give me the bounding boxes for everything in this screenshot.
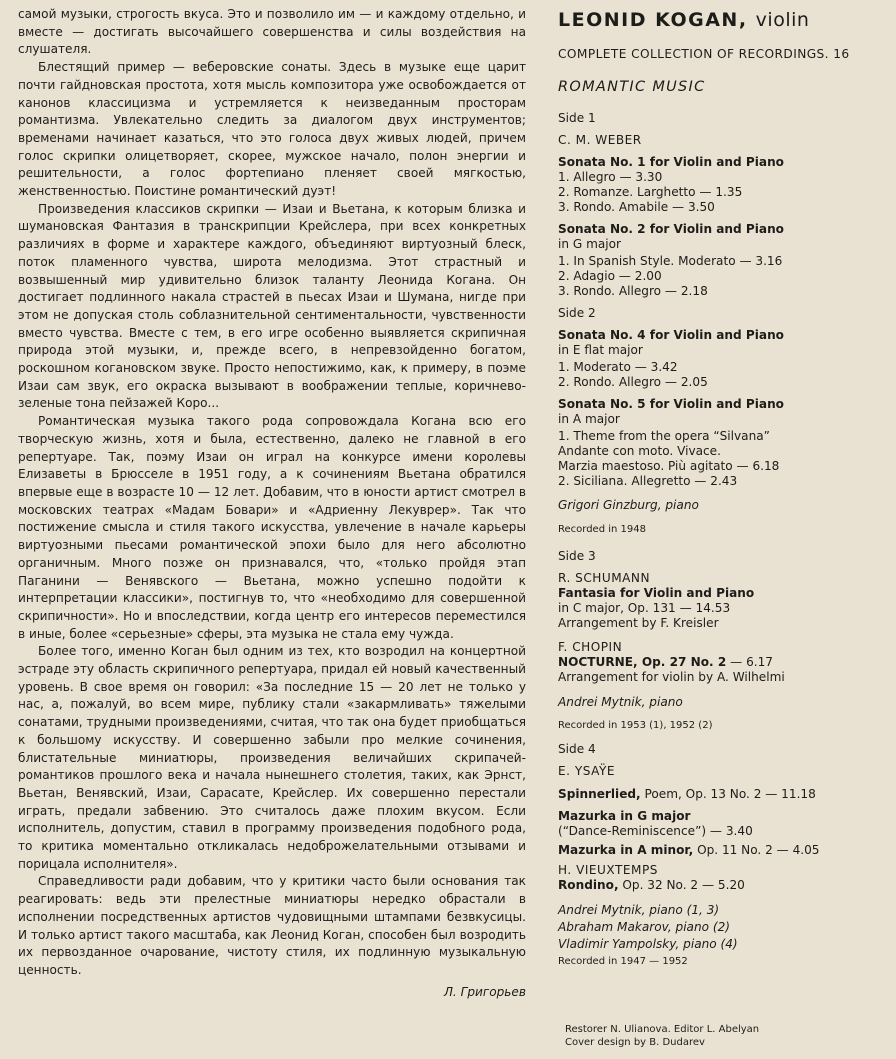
work-detail: Arrangement for violin by A. Wilhelmi — [558, 670, 785, 684]
work-key: in G major — [558, 237, 622, 251]
work-title-text: Spinnerlied, — [558, 787, 641, 801]
recording-date: Recorded in 1948 — [558, 524, 646, 535]
essay-column — [18, 6, 526, 1001]
artist-heading — [558, 8, 890, 32]
work-duration: — 6.17 — [726, 655, 773, 669]
movement: Andante con moto. Vivace. — [558, 444, 721, 458]
work-title: Sonata No. 4 for Violin and Piano — [558, 328, 784, 342]
work-title — [558, 843, 890, 858]
work-title: Mazurka in G major — [558, 809, 691, 823]
recording-date: Recorded in 1953 (1), 1952 (2) — [558, 720, 713, 731]
movement: 3. Rondo. Amabile — 3.50 — [558, 200, 715, 214]
work-detail: (“Dance-Reminiscence”) — 3.40 — [558, 824, 753, 838]
performer: Grigori Ginzburg, piano — [558, 498, 699, 512]
side-2-label: Side 2 — [558, 306, 596, 320]
program-title: ROMANTIC MUSIC — [558, 79, 706, 95]
composer-ysaye: E. YSAŸE — [558, 764, 615, 778]
work-title-text: NOCTURNE, Op. 27 No. 2 — [558, 655, 727, 669]
work-title — [558, 787, 890, 802]
credits — [565, 1024, 759, 1049]
essay-signature: Л. Григорьев — [443, 984, 526, 999]
side-4-label: Side 4 — [558, 742, 596, 756]
composer-schumann: R. SCHUMANN — [558, 571, 651, 585]
work-detail: Poem, Op. 13 No. 2 — 11.18 — [640, 787, 816, 801]
movement: 1. Theme from the opera “Silvana” — [558, 429, 770, 443]
essay-paragraph: Блестящий пример — веберовские сонаты. Здесь в музыке еще царит почти гайдновская простота, хотя мысль композитора уже освобождается от канонов классицизма и устремляется к неизведанным просторам романтизма. Увлекательно следить за диалогом двух инструментов; временами начинает казаться, что это голоса двух живых людей, причем голос скрипки олицетворяет, скорее, мужское начало, полон энергии и решительности, а голос фортепиано пленяет своей мягкостью, женственностью. Поистине романтический дуэт! — [18, 60, 526, 199]
work-title — [558, 878, 890, 893]
work-title: Sonata No. 5 for Violin and Piano — [558, 397, 784, 411]
composer-weber: C. M. WEBER — [558, 133, 642, 147]
performer: Vladimir Yampolsky, piano (4) — [558, 937, 738, 951]
composer-vieuxtemps: H. VIEUXTEMPS — [558, 863, 658, 877]
movement: 2. Adagio — 2.00 — [558, 269, 662, 283]
credits-line: Cover design by B. Dudarev — [565, 1036, 705, 1048]
essay-paragraph: самой музыки, строгость вкуса. Это и позволило им — и каждому отдельно, и вместе — достигать высочайшего совершенства и силы воздействия на слушателя. — [18, 7, 526, 57]
work-title — [558, 655, 890, 670]
side-3-label: Side 3 — [558, 549, 596, 563]
work-title: Sonata No. 1 for Violin and Piano — [558, 155, 784, 169]
movement: 1. Moderato — 3.42 — [558, 360, 678, 374]
movement: 1. In Spanish Style. Moderato — 3.16 — [558, 254, 783, 268]
essay-paragraph: Справедливости ради добавим, что у критики часто были основания так реагировать: ведь эти прелестные миниатюры нередко обрастали в исполнении посредственных артистов чудовищными штампами безвкусицы. И только артист такого масштаба, как Леонид Коган, способен был возродить их первозданное очарование, чистоту стиля, их подлинную музыкальную ценность. — [18, 874, 526, 977]
movement: 2. Rondo. Allegro — 2.05 — [558, 375, 708, 389]
artist-instrument: violin — [755, 9, 810, 31]
work-title-text: Mazurka in A minor, — [558, 843, 694, 857]
work-title-text: Rondino, — [558, 878, 619, 892]
essay-paragraph: Романтическая музыка такого рода сопровождала Когана всю его творческую жизнь, хотя и была, естественно, далеко не главной в его репертуаре. Так, поэму Изаи он играл на конкурсе имени королевы Елизаветы в Брюсселе в 1951 году, а к сочинениям Вьетана обратился впервые еще в возрасте 10 — 12 лет. Добавим, что в юности артист смотрел в московских театрах «Мадам Бовари» и «Адриенну Лекуврер». Так что постижение смысла и стиля такого искусства, увлечение в начале карьеры виртуозными пьесами романтической эпохи было для него абсолютно органичным. Много позже он признавался, что, «только пройдя этап Паганини — Венявского — Вьетана, можно успешно подойти к интерпретации классики», постигнув то, что «необходимо для совершенной скрипичности». Но и впоследствии, когда центр его интересов переместился в иные, более «серьезные» сферы, эта музыка не стала ему чужда. — [18, 414, 526, 641]
tracklist-column — [558, 8, 890, 968]
composer-chopin: F. CHOPIN — [558, 640, 623, 654]
movement: 2. Romanze. Larghetto — 1.35 — [558, 185, 743, 199]
performer: Abraham Makarov, piano (2) — [558, 920, 731, 934]
work-detail: Arrangement by F. Kreisler — [558, 616, 719, 630]
work-title: Sonata No. 2 for Violin and Piano — [558, 222, 784, 236]
side-1-label: Side 1 — [558, 111, 596, 125]
credits-line: Restorer N. Ulianova. Editor L. Abelyan — [565, 1024, 760, 1035]
movement: 3. Rondo. Allegro — 2.18 — [558, 284, 708, 298]
movement: 2. Siciliana. Allegretto — 2.43 — [558, 474, 738, 488]
work-detail: Op. 11 No. 2 — 4.05 — [693, 843, 820, 857]
collection-title: COMPLETE COLLECTION OF RECORDINGS. 16 — [558, 47, 850, 61]
recording-date: Recorded in 1947 — 1952 — [558, 956, 688, 967]
artist-name: LEONID KOGAN, — [558, 9, 748, 31]
essay-paragraph: Более того, именно Коган был одним из тех, кто возродил на концертной эстраде эту область скрипичного репертуара, придал ей новый качественный уровень. В свое время он говорил: «За последние 15 — 20 лет не только у нас, а, пожалуй, во всем мире, публику стали «закармливать» тяжелыми сонатами, трудными произведениями, считая, что так она будет приобщаться к большому искусству. И совершенно забыли про мелкие сочинения, блистательные миниатюры, произведения величайших скрипачей-романтиков прошлого века и начала нынешнего столетия, таких, как Эрнст, Вьетан, Венявский, Изаи, Сарасате, Крейслер. Их совершенно перестали играть, предали забвению. Это считалось даже плохим вкусом. Если исполнитель, допустим, ставил в программу произведения подобного рода, то критика моментально откликалась недоброжелательными отзывами и порицала исполнителя». — [18, 644, 526, 871]
work-detail: Op. 32 No. 2 — 5.20 — [618, 878, 745, 892]
work-title: Fantasia for Violin and Piano — [558, 586, 755, 600]
work-key: in A major — [558, 412, 620, 426]
performer: Andrei Mytnik, piano — [558, 695, 683, 709]
movement: 1. Allegro — 3.30 — [558, 170, 663, 184]
performer: Andrei Mytnik, piano (1, 3) — [558, 903, 720, 917]
work-key: in E flat major — [558, 343, 643, 357]
movement: Marzia maestoso. Più agitato — 6.18 — [558, 459, 780, 473]
work-detail: in C major, Op. 131 — 14.53 — [558, 601, 731, 615]
essay-paragraph: Произведения классиков скрипки — Изаи и Вьетана, к которым близка и шумановская Фантазия в транскрипции Крейслера, при всех конкретных различиях в форме и характере каждого, объединяют виртуозный блеск, поток пламенного чувства, широта мелодизма. Этот страстный и возвышенный мир удивительно близок таланту Леонида Когана. Он достигает подлинного накала страстей в пьесах Изаи и Шумана, нигде при этом не допуская столь соблазнительной сентиментальности, чувственности вместо чувства. Вместе с тем, в его игре особенно выявляется скрипичная природа этой музыки, и, прежде всего, в непревзойденно богатом, роскошном когановском звуке. Просто непостижимо, как, к примеру, в поэме Изаи сам звук, его окраска вызывают в воображении теплые, коричнево-зеленые тона пейзажей Коро... — [18, 201, 526, 411]
